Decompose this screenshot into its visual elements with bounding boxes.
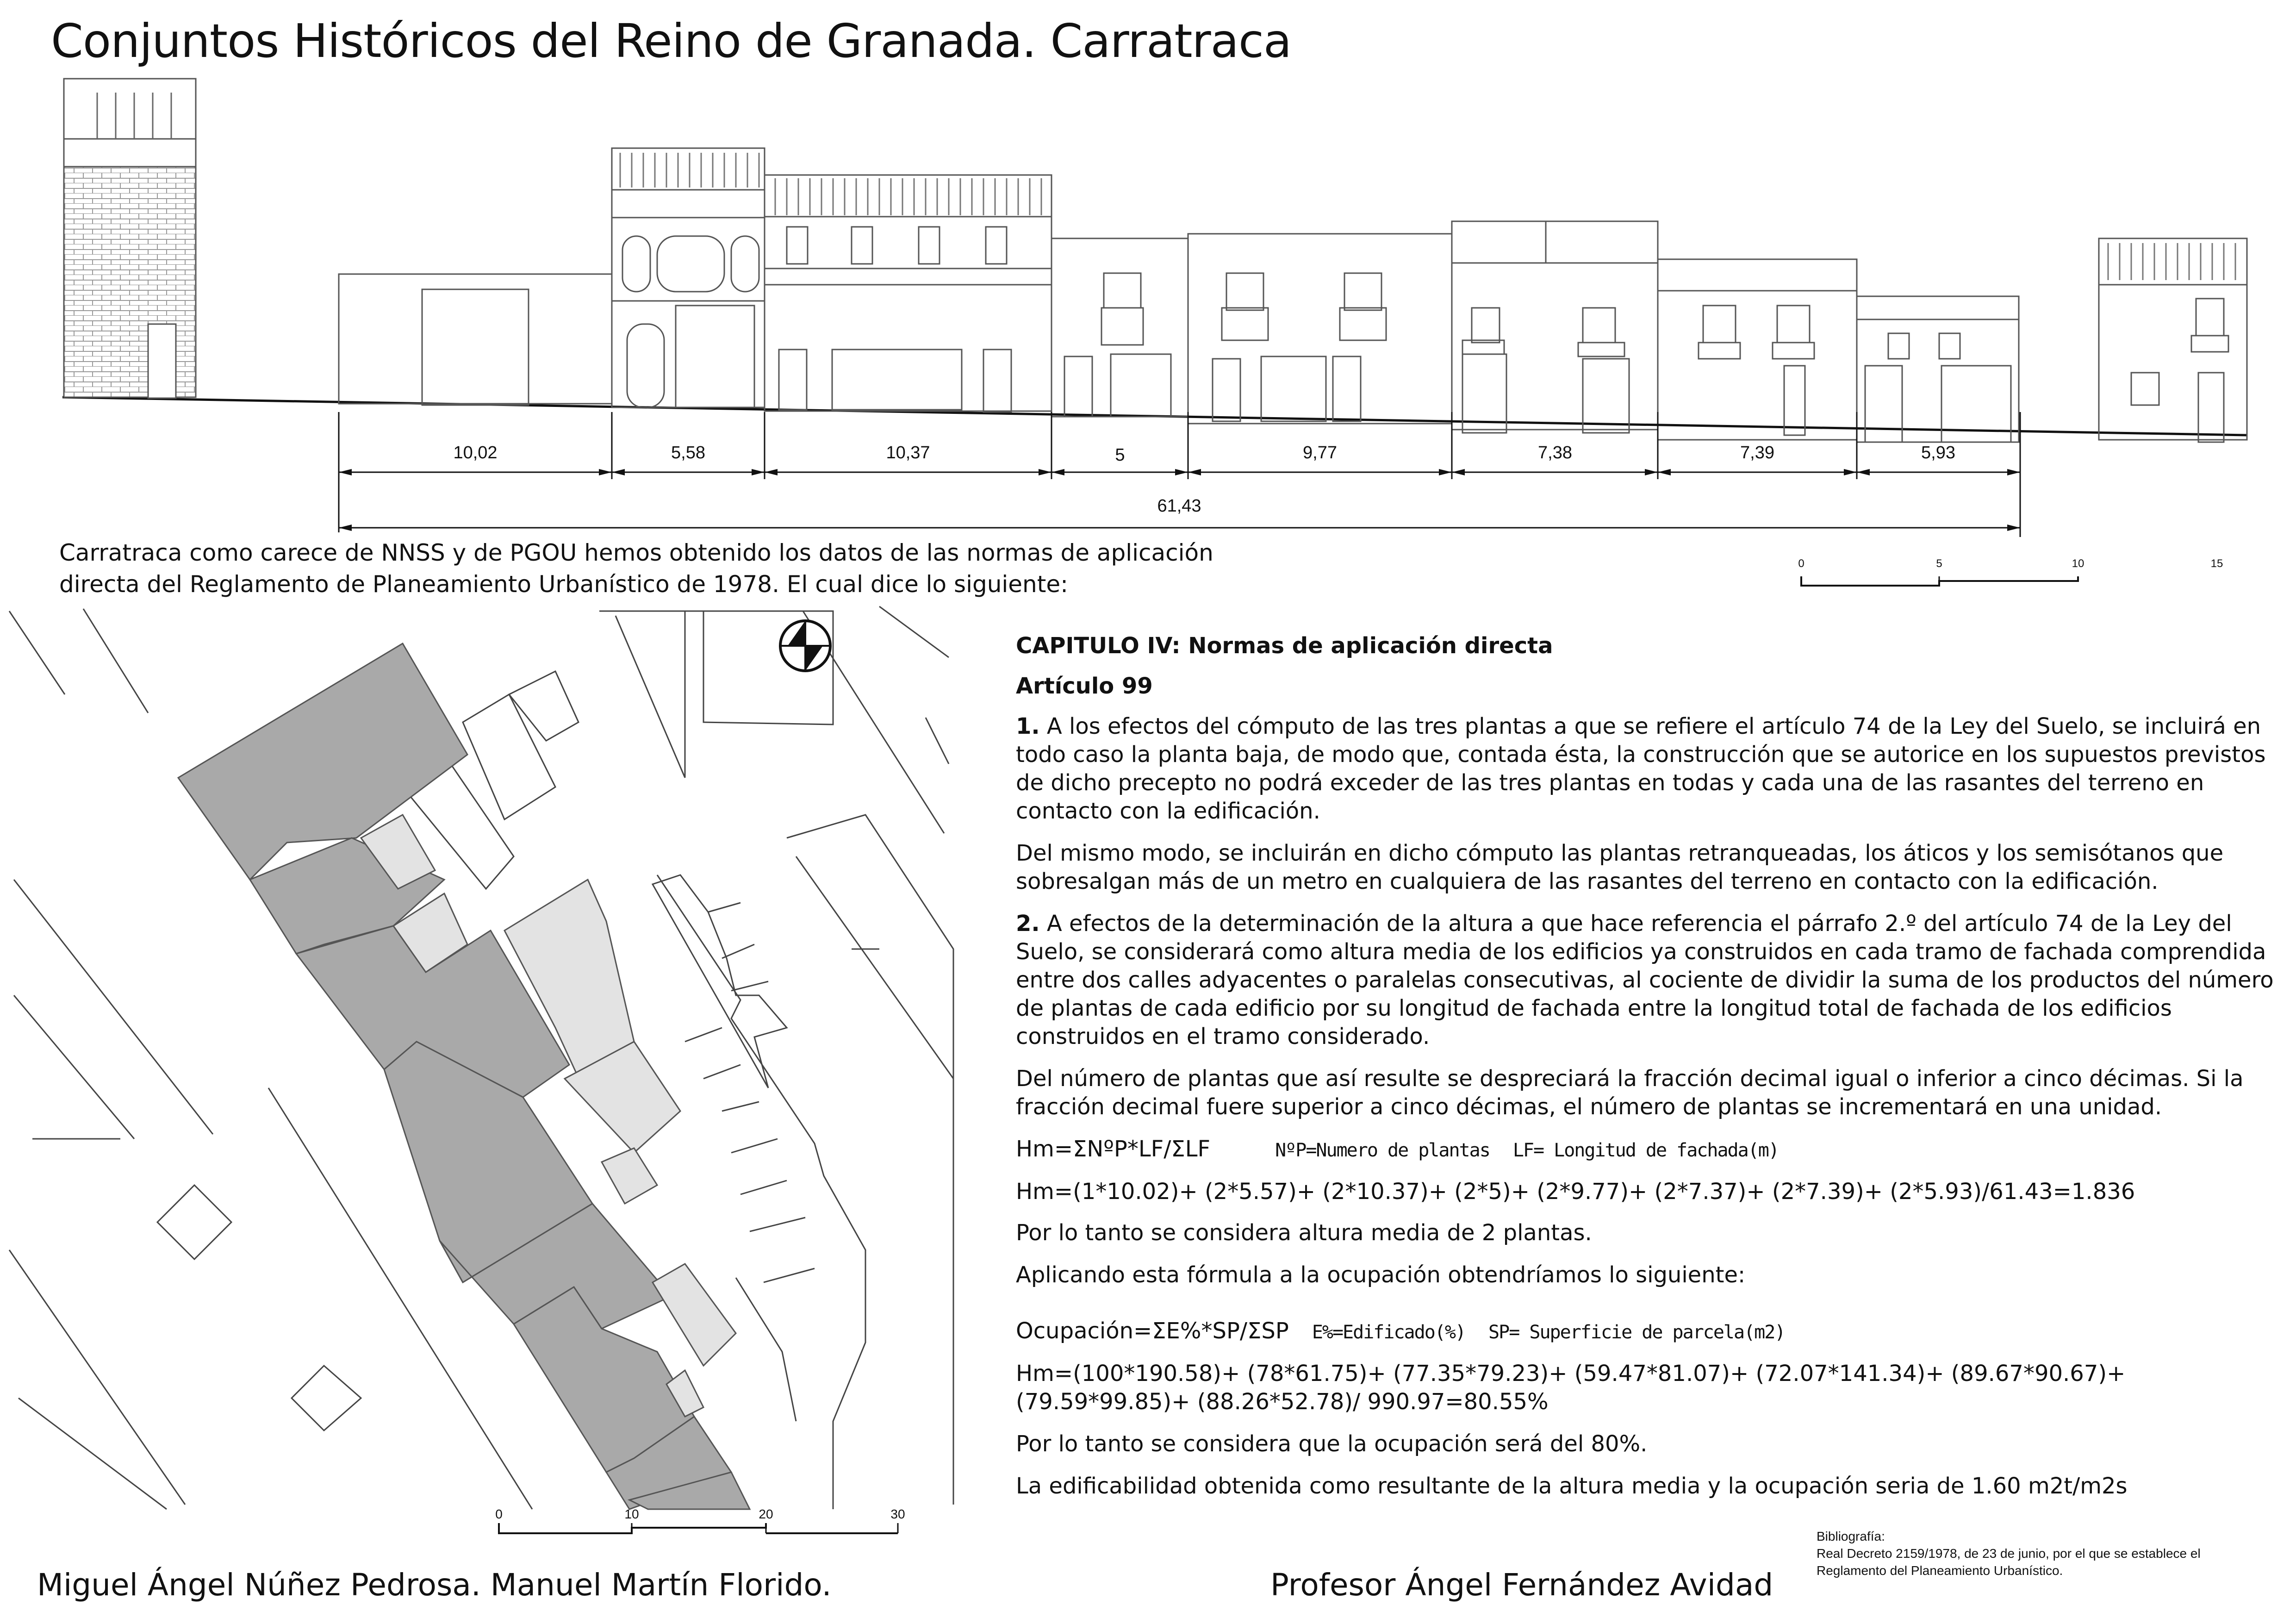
dim-label: 5,93 [1921,443,1955,462]
occupancy-formula-note-b: SP= Superficie de parcela(m2) [1488,1322,1785,1343]
professor: Profesor Ángel Fernández Avidad [1270,1567,1773,1603]
scale-tick: 0 [1798,557,1804,570]
paragraph-5: Por lo tanto se considera altura media de 2 plantas. [1016,1220,1592,1246]
occupancy-formula-note-a: E%=Edificado(%) [1312,1322,1466,1343]
elevation-scale-bar [1798,557,2223,586]
height-formula-text: Hm=ΣNºP*LF/ΣLF [1016,1136,1211,1162]
north-arrow-icon [780,621,830,671]
paragraph-3 [1016,910,2284,1051]
regulation-text [1016,632,2284,1514]
paragraph-8: La edificabilidad obtenida como resultante de la altura media y la ocupación seria de 1.60 m2t/m2s [1016,1473,2128,1499]
paragraph-1 [1016,712,2284,825]
paragraph-1-number: 1. [1016,713,1040,739]
paragraph-1-body: A los efectos del cómputo de las tres plantas a que se refiere el artículo 74 de la Ley del Suelo, se incluirá en todo caso la planta baja, de modo que, contada ésta, la construcción que se autorice en los supuestos previstos de dicho precepto no podrá exceder de las tres plantas en todas y cada una de las rasantes del terreno en contacto con la edificación. [1016,713,2266,824]
dim-label: 7,39 [1740,443,1774,462]
bibliography-title: Bibliografía: [1817,1529,1885,1543]
dim-label: 7,38 [1538,443,1572,462]
paragraph-2: Del mismo modo, se incluirán en dicho cómputo las plantas retranqueadas, los áticos y los semisótanos que sobresalgan más de un metro en cualquiera de las rasantes del terreno en contacto con la edificación. [1016,840,2224,894]
scale-tick: 15 [2210,557,2223,570]
intro-text: Carratraca como carece de NNSS y de PGOU hemos obtenido los datos de las normas de aplicación directa del Reglamento de Planeamiento Urbanístico de 1978. El cual dice lo siguiente: [59,539,1213,598]
site-plan [0,602,1018,1551]
paragraph-6: Aplicando esta fórmula a la ocupación obtendríamos lo siguiente: [1016,1262,1746,1288]
dim-label: 10,02 [453,443,498,462]
bibliography-text: Real Decreto 2159/1978, de 23 de junio, por el que se establece el Reglamento del Planeamiento Urbanístico. [1817,1546,2201,1578]
article-heading: Artículo 99 [1016,673,1153,699]
scale-tick: 0 [495,1507,503,1521]
scale-tick: 10 [2072,557,2084,570]
occupancy-calculation: Hm=(100*190.58)+ (78*61.75)+ (77.35*79.23)+ (59.47*81.07)+ (72.07*141.34)+ (89.67*90.67)+ (79.59*99.85)+ (88.26*52.78)/ 990.97=80.55% [1016,1361,2126,1415]
dim-label: 10,37 [886,443,930,462]
height-calculation: Hm=(1*10.02)+ (2*5.57)+ (2*10.37)+ (2*5)+ (2*9.77)+ (2*7.37)+ (2*7.39)+ (2*5.93)/61.43=1.836 [1016,1179,2135,1205]
scale-tick: 10 [624,1507,639,1521]
paragraph-3-number: 2. [1016,911,1040,937]
page-title: Conjuntos Históricos del Reino de Granada. Carratraca [51,14,1292,68]
plan-scale-bar [495,1507,905,1533]
paragraph-4: Del número de plantas que así resulte se despreciará la fracción decimal igual o inferior a cinco décimas. Si la fracción decimal fuere superior a cinco décimas, el número de plantas se incrementará en una unidad. [1016,1066,2244,1120]
paragraph-7: Por lo tanto se considera que la ocupación será del 80%. [1016,1431,1648,1457]
dim-label: 5 [1115,445,1125,465]
height-formula-note-a: NºP=Numero de plantas [1275,1140,1490,1161]
dim-total-label: 61,43 [1157,496,1201,516]
dimension-lines [0,0,2296,602]
paragraph-3-body: A efectos de la determinación de la altura a que hace referencia el párrafo 2.º del artículo 74 de la Ley del Suelo, se considerará como altura media de los edificios ya construidos en cada tramo de fachada comprendida entre dos calles adyacentes o paralelas consecutivas, al cociente de dividir la suma de los productos del número de plantas de cada edificio por su longitud de fachada entre la longitud total de fachada de los edificios construidos en el tramo considerado. [1016,911,2274,1049]
authors: Miguel Ángel Núñez Pedrosa. Manuel Martín Florido. [37,1567,832,1603]
occupancy-formula-text: Ocupación=ΣE%*SP/ΣSP [1016,1318,1289,1344]
bibliography [1817,1528,2242,1579]
dim-label: 9,77 [1303,443,1337,462]
chapter-heading: CAPITULO IV: Normas de aplicación directa [1016,633,1553,659]
dim-label: 5,58 [671,443,705,462]
scale-tick: 30 [890,1507,905,1521]
height-formula [1016,1135,2284,1165]
occupancy-formula [1016,1317,2284,1347]
scale-tick: 5 [1936,557,1942,570]
scale-tick: 20 [759,1507,773,1521]
height-formula-note-b: LF= Longitud de fachada(m) [1512,1140,1779,1161]
